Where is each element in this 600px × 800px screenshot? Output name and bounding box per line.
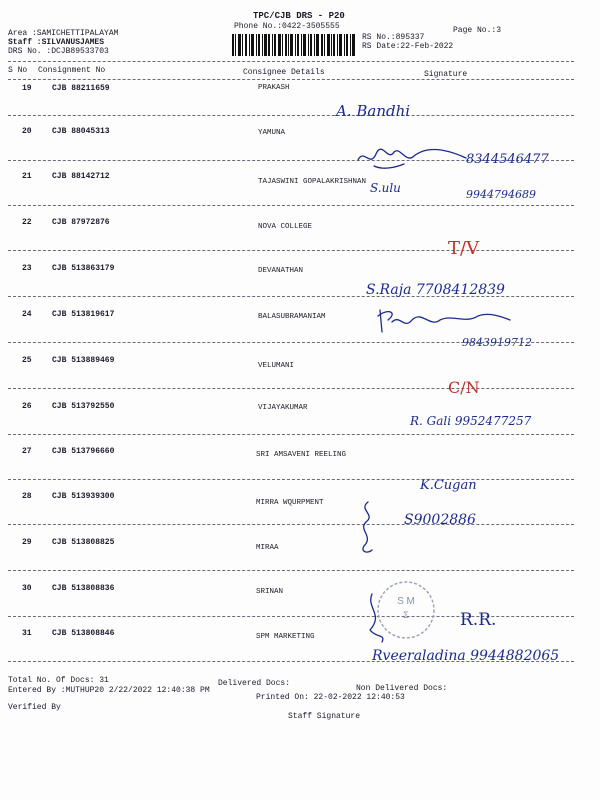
rs-date: RS Date:22-Feb-2022 [362, 42, 454, 51]
row-sno: 21 [22, 172, 32, 181]
table-row [0, 538, 600, 550]
header-divider [8, 79, 574, 80]
row-consignee: SPM MARKETING [256, 633, 315, 641]
printed-on: Printed On: 22-02-2022 12:40:53 [256, 693, 405, 702]
entered-by: Entered By :MUTHUP20 2/22/2022 12:40:38 PM [8, 686, 210, 695]
row-sno: 24 [22, 310, 32, 319]
handwritten-phone: 9843919712 [462, 336, 532, 349]
row-consignee: SRINAN [256, 588, 284, 596]
table-row [0, 447, 600, 459]
row-consignee: YAMUNA [258, 129, 286, 137]
row-consignment: CJB 513939300 [52, 492, 115, 501]
row-consignee: MIRRA WQURPMENT [256, 499, 324, 507]
page-number: Page No.:3 [453, 26, 502, 35]
row-divider [8, 205, 574, 206]
handwritten-note: T/V [448, 238, 480, 259]
table-row [0, 629, 600, 641]
row-sno: 31 [22, 629, 32, 638]
delivered-docs: Delivered Docs: [218, 679, 291, 688]
row-consignee: PRAKASH [258, 84, 290, 92]
row-consignment: CJB 88045313 [52, 127, 110, 136]
verified-by: Verified By [8, 703, 61, 712]
row-consignment: CJB 88142712 [52, 172, 110, 181]
row-divider [8, 250, 574, 251]
row-divider [8, 434, 574, 435]
row-consignment: CJB 87972876 [52, 218, 110, 227]
handwritten-signature: S.ulu [370, 181, 401, 195]
table-row [0, 356, 600, 368]
row-consignment: CJB 513863179 [52, 264, 115, 273]
row-consignee: DEVANATHAN [258, 267, 304, 275]
staff-label: Staff :SILVANUSJAMES [8, 38, 105, 47]
row-divider [8, 115, 574, 116]
row-consignment: CJB 513819617 [52, 310, 115, 319]
row-sno: 19 [22, 84, 32, 93]
staff-signature: Staff Signature [288, 712, 361, 721]
row-consignment: CJB 513808825 [52, 538, 115, 547]
row-sno: 20 [22, 127, 32, 136]
table-row [0, 264, 600, 276]
signature-scribble [354, 500, 384, 556]
table-row [0, 172, 600, 184]
col-sno: S No [8, 66, 28, 75]
row-sno: 23 [22, 264, 32, 273]
handwritten-phone: 9944794689 [466, 188, 536, 201]
row-sno: 27 [22, 447, 32, 456]
col-signature: Signature [424, 70, 468, 79]
table-row [0, 127, 600, 139]
col-consignment: Consignment No [38, 66, 106, 75]
stamp-circle [364, 578, 450, 646]
non-delivered-docs: Non Delivered Docs: [356, 684, 448, 693]
table-row [0, 84, 600, 96]
handwritten-signature: S.Raja 7708412839 [366, 282, 505, 298]
phone-number: Phone No.:0422-3505555 [234, 22, 340, 31]
handwritten-phone: S9002886 [404, 512, 476, 528]
row-consignee: TAJASWINI GOPALAKRISHNAN [258, 178, 367, 186]
handwritten-signature: R.R. [460, 610, 497, 630]
handwritten-signature: R. Gali 9952477257 [410, 414, 532, 428]
row-consignment: CJB 513796660 [52, 447, 115, 456]
svg-text:Σ: Σ [403, 610, 409, 620]
row-consignee: SRI AMSAVENI REELING [256, 451, 347, 459]
table-row [0, 584, 600, 596]
signature-scribble [354, 142, 472, 174]
document-title: TPC/CJB DRS - P20 [253, 11, 345, 21]
table-row [0, 492, 600, 507]
rs-number: RS No.:895337 [362, 33, 425, 42]
row-sno: 28 [22, 492, 32, 501]
row-sno: 22 [22, 218, 32, 227]
svg-text:S M: S M [397, 596, 415, 607]
row-sno: 30 [22, 584, 32, 593]
row-divider [8, 388, 574, 389]
handwritten-signature: Rveeraladina 9944882065 [372, 648, 560, 664]
header-divider [8, 61, 574, 62]
row-sno: 26 [22, 402, 32, 411]
table-row [0, 402, 600, 414]
row-consignee: VELUMANI [258, 362, 295, 370]
row-consignee: MIRAA [256, 544, 279, 552]
row-consignee: NOVA COLLEGE [258, 223, 313, 231]
barcode-image [232, 34, 356, 56]
row-sno: 29 [22, 538, 32, 547]
row-divider [8, 524, 574, 525]
area-label: Area :SAMICHETTIPALAYAM [8, 29, 119, 38]
drs-number: DRS No. :DCJB89533703 [8, 47, 109, 56]
handwritten-signature: A. Bandhi [336, 102, 411, 120]
row-sno: 25 [22, 356, 32, 365]
row-consignment: CJB 513808846 [52, 629, 115, 638]
table-row [0, 218, 600, 230]
handwritten-signature: K.Cugan [420, 478, 477, 493]
row-consignment: CJB 513808836 [52, 584, 115, 593]
row-consignee: BALASUBRAMANIAM [258, 313, 326, 321]
row-consignment: CJB 88211659 [52, 84, 110, 93]
handwritten-note: C/N [448, 378, 480, 397]
row-consignee: VIJAYAKUMAR [258, 404, 308, 412]
row-divider [8, 479, 574, 480]
row-consignment: CJB 513889469 [52, 356, 115, 365]
col-consignee: Consignee Details [243, 68, 325, 77]
signature-scribble [374, 306, 514, 336]
handwritten-phone: 8344546477 [466, 152, 549, 167]
row-consignment: CJB 513792550 [52, 402, 115, 411]
row-divider [8, 570, 574, 571]
total-docs: Total No. Of Docs: 31 [8, 676, 109, 685]
